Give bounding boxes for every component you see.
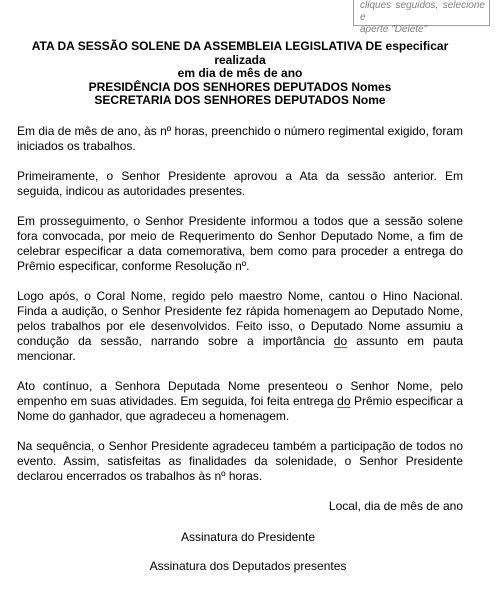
paragraph-5-text-a: Ato contínuo, a Senhora Deputada Nome presenteou o Senhor Nome, pelo empenho em suas atividades. Em seguida, foi feita entrega bbox=[17, 378, 463, 408]
place-date: Local, dia de mês de ano bbox=[328, 498, 463, 513]
tooltip-line-2: aperte "Delete" bbox=[360, 24, 428, 35]
heading-line-3: PRESIDÊNCIA DOS SENHORES DEPUTADOS Nomes bbox=[88, 79, 392, 94]
paragraph-5 bbox=[17, 379, 463, 424]
paragraph-6: Na sequência, o Senhor Presidente agradeceu também a participação de todos no evento. Assim, satisfeitas as finalidades da solenidade, o Senhor Presidente declarou encerrados os trabalhos às nº horas. bbox=[17, 438, 463, 483]
heading-line-1: ATA DA SESSÃO SOLENE DA ASSEMBLEIA LEGISLATIVA DE especificar realizada bbox=[31, 39, 449, 67]
paragraph-3: Em prosseguimento, o Senhor Presidente informou a todos que a sessão solene fora convocada, por meio de Requerimento do Senhor Deputado Nome, a fim de celebrar especificar a data comemorativa, bem como para proceder a entrega do Prêmio especificar, conforme Resolução nº. bbox=[17, 213, 463, 273]
paragraph-2: Primeiramente, o Senhor Presidente aprovou a Ata da sessão anterior. Em seguida, indicou as autoridades presentes. bbox=[17, 168, 463, 198]
spellcheck-underline-word[interactable]: do bbox=[337, 393, 351, 408]
tooltip-line-1: cliques seguidos, selecione e bbox=[360, 0, 485, 23]
paragraph-1: Em dia de mês de ano, às nº horas, preenchido o número regimental exigido, foram iniciados os trabalhos. bbox=[17, 123, 463, 153]
document-body bbox=[17, 40, 463, 588]
paragraph-4-text-b: assunto em pauta mencionar. bbox=[17, 333, 464, 363]
heading-line-2: em dia de mês de ano bbox=[177, 66, 303, 80]
heading-line-4: SECRETARIA DOS SENHORES DEPUTADOS Nome bbox=[94, 93, 386, 107]
document-heading bbox=[17, 40, 463, 108]
paragraph-4-text-a: Logo após, o Coral Nome, regido pelo maestro Nome, cantou o Hino Nacional. Finda a audição, o Senhor Presidente fez rápida homenagem ao Deputado Nome, pelos trabalhos por ele desenvolvidos. Feito isso, o Deputado Nome assumiu a condução da sessão, narrando sobre a importância bbox=[17, 288, 463, 348]
spellcheck-underline-word[interactable]: do bbox=[333, 333, 348, 348]
signature-president: Assinatura do Presidente bbox=[180, 529, 316, 544]
paragraph-4 bbox=[17, 289, 463, 364]
tooltip-box bbox=[353, 0, 490, 35]
paragraph-5-text-b: Prêmio especificar a Nome do ganhador, que agradeceu a homenagem. bbox=[17, 393, 463, 423]
signature-deputies: Assinatura dos Deputados presentes bbox=[149, 558, 347, 573]
